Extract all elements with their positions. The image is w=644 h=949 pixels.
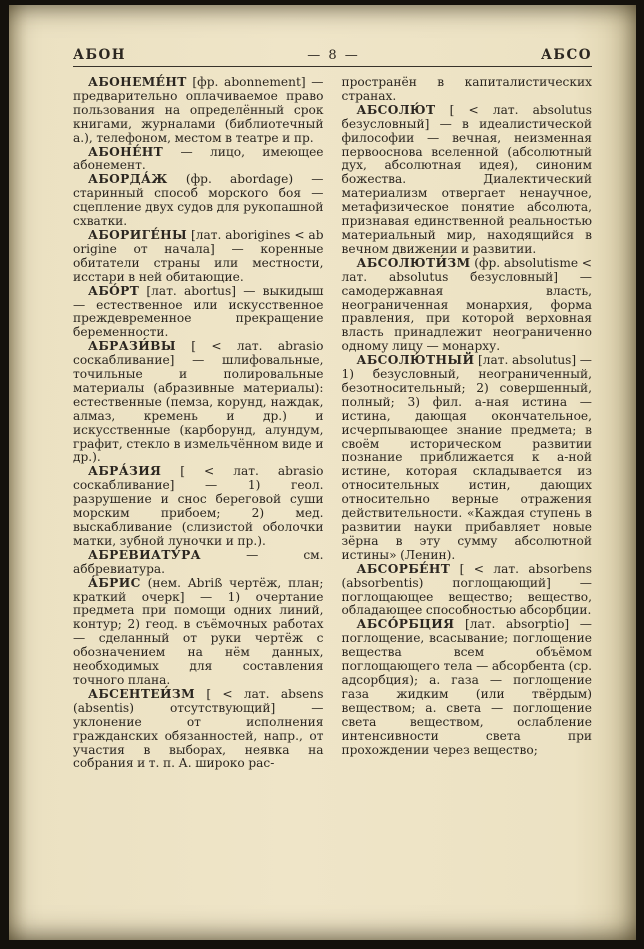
dictionary-entry: АБСОЛЮ́Т [ < лат. absolutus безусловный] — в идеалистической философии — вечная, неизменная первооснова вселенной (абсолютный дух, абсолютная идея), синоним божества. Диалектический материализм отвергает ненаучное, метафизическое понятие абсолюта, признавая единственной реальностью материальный мир, находящийся в вечном движении и развитии. <box>341 102 592 256</box>
running-head <box>9 5 636 65</box>
entry-term: АБОРИГЕ́НЫ <box>88 227 188 242</box>
text-columns <box>9 76 636 771</box>
entry-term: АБОРДА́Ж <box>88 172 168 187</box>
dictionary-entry: АБСО́РБЦИЯ [лат. absorptio] — поглощение, всасывание; поглощение вещества всем объёмом поглощающего тела — абсорбента (ср. адсорбция); а. газа — поглощение газа жидким (или твёрдым) веществом; а. света — поглощение света веществом, ослабление интенсивности света при прохождении через вещество; <box>341 617 592 757</box>
dictionary-entry: АБО́РТ [лат. abortus] — выкидыш — естественное или искусственное преждевременное прекращение беременности. <box>73 283 324 340</box>
entry-term: АБО́РТ <box>88 283 140 298</box>
dictionary-entry: АБСОЛЮТИ́ЗМ (фр. absolutisme < лат. absolutus безусловный] — самодержавная власть, неограниченная монархия, форма правления, при которой верховная власть принадлежит неограниченно одному лицу — монарху. <box>341 255 592 354</box>
dictionary-entry: АБОРИГЕ́НЫ [лат. aborigines < ab origine от начала] — коренные обитатели страны или местности, исстари в ней обитающие. <box>73 227 324 284</box>
entry-term: АБСОЛЮ́ТНЫЙ <box>356 353 475 368</box>
entry-term: АБОНЕ́НТ <box>88 144 164 159</box>
header-right-word: АБСО <box>540 47 592 63</box>
entry-continuation: пространён в капиталистических странах. <box>341 75 592 103</box>
dictionary-entry: АБРЕВИАТУ́РА — см. аббревиатура. <box>73 547 324 576</box>
column-right <box>342 76 593 771</box>
dictionary-entry: АБРАЗИ́ВЫ [ < лат. abrasio соскабливание] — шлифовальные, точильные и полировальные материалы (абразивные материалы): естественные (пемза, корунд, наждак, алмаз, кремень и др.) и искусственные (карборунд, алундум, графит, стекло в измельчённом виде и др.). <box>73 339 324 465</box>
entry-term: АБРА́ЗИЯ <box>88 464 162 479</box>
dictionary-entry: АБСОЛЮ́ТНЫЙ [лат. absolutus] — 1) безусловный, неограниченный, безотносительный; 2) совершенный, полный; 3) фил. а-ная истина — истина, дающая окончательное, исчерпывающее знание предмета; в своём историческом развитии познание приближается к а-ной истине, которая складывается из относительных истин, дающих относительно верные отражения действительности. «Каждая ступень в развитии науки прибавляет новые зёрна в эту сумму абсолютной истины» (Ленин). <box>341 353 592 562</box>
entry-term: АБСОРБЕ́НТ <box>356 561 451 576</box>
entry-term: АБРЕВИАТУ́РА <box>88 547 201 562</box>
entry-term: АБСОЛЮТИ́ЗМ <box>356 255 471 270</box>
dictionary-entry: АБСОРБЕ́НТ [ < лат. absorbens (absorbentis) поглощающий] — поглощающее вещество; вещество, обладающее способностью абсорбции. <box>341 561 592 618</box>
dictionary-entry: АБОНЕМЕ́НТ [фр. abonnement] — предварительно оплачиваемое право пользования на определённый срок книгами, журналами (библиотечный а.), телефоном, местом в театре и пр. <box>73 75 324 145</box>
dictionary-entry: А́БРИС (нем. Abriß чертёж, план; краткий очерк] — 1) очертание предмета при помощи одних линий, контур; 2) геод. в съёмочных работах — сделанный от руки чертёж с обозначением на нём данных, необходимых для составления точного плана. <box>73 575 324 687</box>
dictionary-entry: АБОНЕ́НТ — лицо, имеющее абонемент. <box>73 144 324 173</box>
entry-term: АБОНЕМЕ́НТ <box>88 75 187 89</box>
dictionary-entry: АБОРДА́Ж (фр. abordage) — старинный способ морского боя — сцепление двух судов для рукопашной схватки. <box>73 172 324 229</box>
column-left <box>73 76 324 771</box>
header-left-word: АБОН <box>73 47 127 63</box>
dictionary-entry: АБСЕНТЕИ́ЗМ [ < лат. absens (absentis) отсутствующий] — уклонение от исполнения гражданских обязанностей, напр., от участия в выборах, неявка на собрания и т. п. А. широко рас- <box>73 686 324 771</box>
entry-term: АБРАЗИ́ВЫ <box>88 339 176 354</box>
entry-term: АБСЕНТЕИ́ЗМ <box>88 686 195 701</box>
page <box>9 5 636 940</box>
entry-term: АБСОЛЮ́Т <box>356 102 436 117</box>
entry-term: АБСО́РБЦИЯ <box>356 617 455 632</box>
entry-term: А́БРИС <box>88 575 141 590</box>
header-rule <box>73 66 592 67</box>
page-number: — 8 — <box>307 48 360 63</box>
dictionary-entry: АБРА́ЗИЯ [ < лат. abrasio соскабливание] — 1) геол. разрушение и снос береговой суши морским прибоем; 2) мед. выскабливание (слизистой оболочки матки, зубной луночки и пр.). <box>73 464 324 548</box>
